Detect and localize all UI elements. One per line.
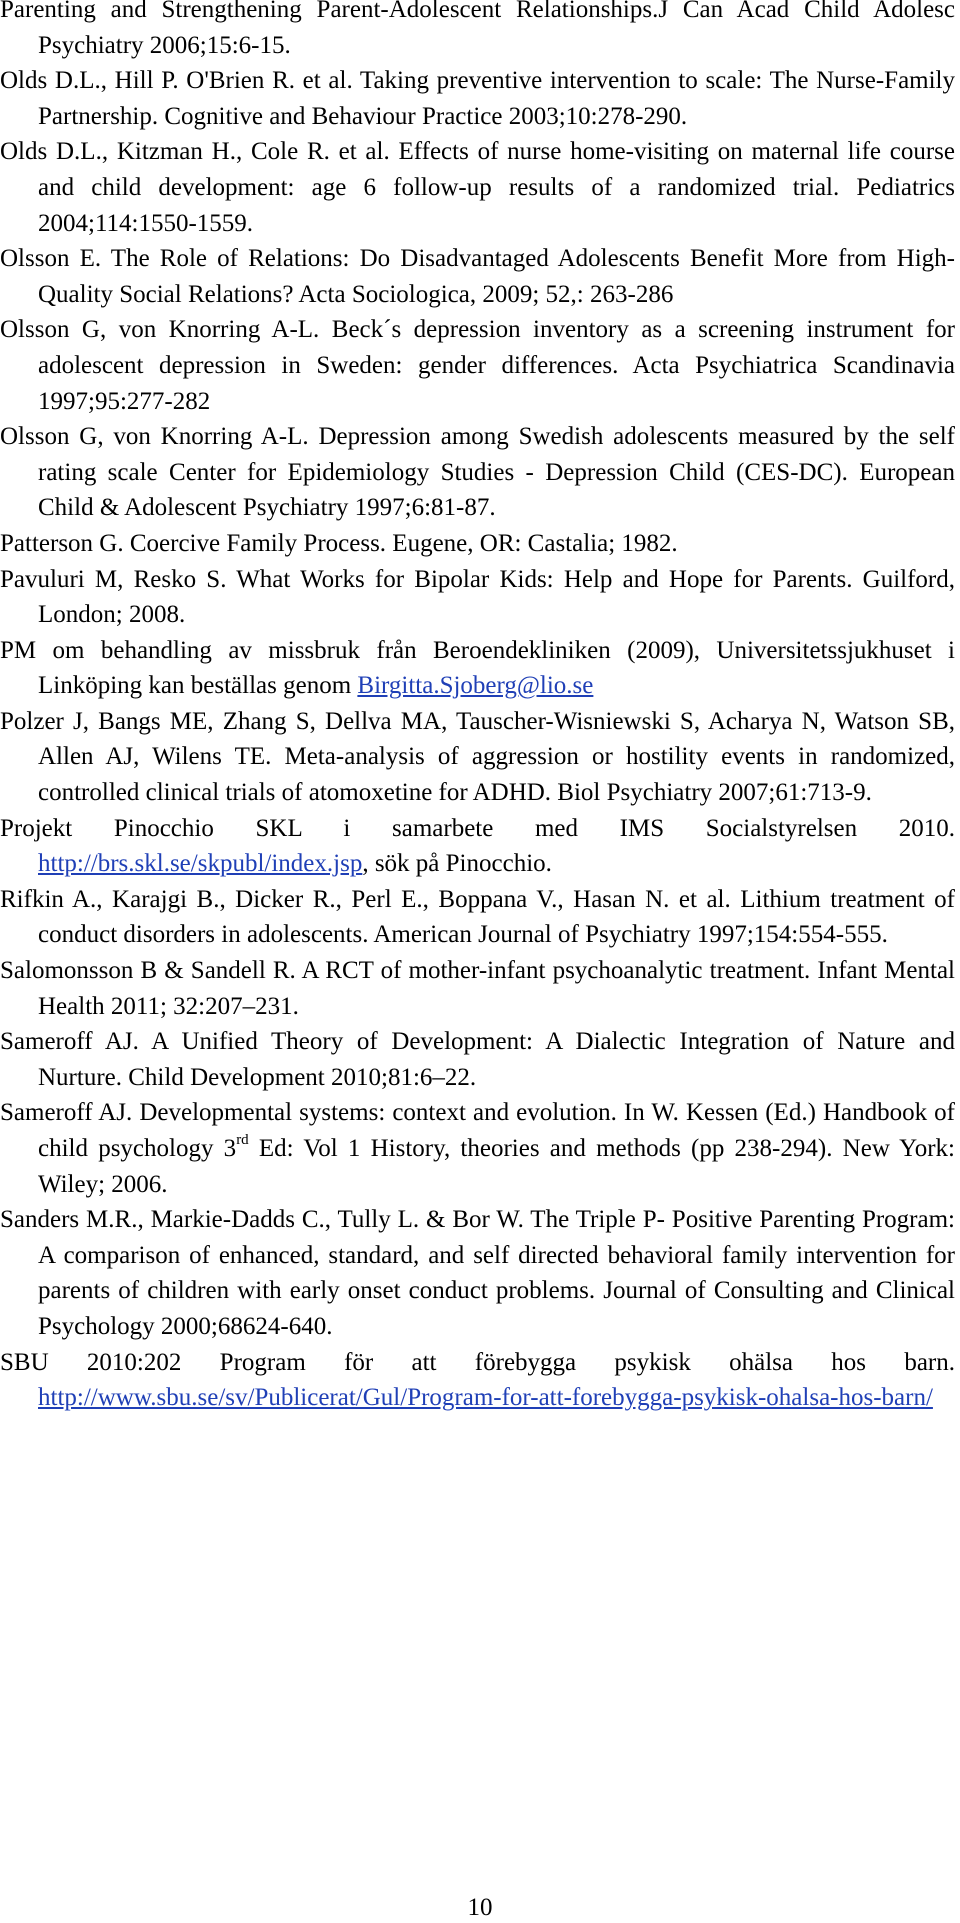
url-link[interactable]: http://brs.skl.se/skpubl/index.jsp — [38, 850, 363, 878]
reference-text: Salomonsson B & Sandell R. A RCT of mother-infant psychoanalytic treatment. Infant Mental Health 2011; 32:207–231. — [0, 957, 955, 1020]
reference-text: Pavuluri M, Resko S. What Works for Bipolar Kids: Help and Hope for Parents. Guilford, London; 2008. — [0, 565, 955, 629]
reference-text: Sameroff AJ. Developmental systems: context and evolution. In W. Kessen (Ed.) Handbook of child psychology 3 — [0, 1099, 955, 1162]
reference-entry — [0, 526, 955, 562]
reference-text: Polzer J, Bangs ME, Zhang S, Dellva MA, Tauscher-Wisniewski S, Acharya N, Watson SB, Allen AJ, Wilens TE. Meta-analysis of aggression or hostility events in randomized, controlled clinical trials of atomoxetine for ADHD. Biol Psychiatry 2007;61:713-9. — [0, 707, 955, 807]
reference-entry — [0, 1024, 955, 1095]
reference-entry — [0, 1095, 955, 1202]
reference-entry — [0, 811, 955, 882]
reference-text: Olsson G, von Knorring A-L. Beck´s depression inventory as a screening instrument for adolescent depression in Sweden: gender differences. Acta Psychiatrica Scandinavia 1997;95:277-282 — [0, 316, 955, 415]
page-number: 10 — [467, 1894, 493, 1921]
reference-entry — [0, 882, 955, 953]
reference-text: Parenting and Strengthening Parent-Adolescent Relationships.J Can Acad Child Adolesc Psychiatry 2006;15:6-15. — [0, 0, 955, 59]
reference-entry — [0, 419, 955, 526]
url-link[interactable]: http://www.sbu.se/sv/Publicerat/Gul/Program-for-att-forebygga-psykisk-ohalsa-hos-barn/ — [38, 1384, 933, 1412]
reference-text: Sameroff AJ. A Unified Theory of Development: A Dialectic Integration of Nature and Nurture. Child Development 2010;81:6–22. — [0, 1028, 955, 1091]
reference-entry — [0, 1345, 955, 1416]
reference-entry — [0, 0, 955, 63]
email-link[interactable]: Birgitta.Sjoberg@lio.se — [357, 672, 594, 700]
reference-entry — [0, 704, 955, 811]
reference-entry — [0, 953, 955, 1024]
reference-text: Olds D.L., Kitzman H., Cole R. et al. Effects of nurse home-visiting on maternal life course and child development: age 6 follow-up results of a randomized trial. Pediatrics 2004;114:1550-1559. — [0, 138, 955, 237]
reference-text: PM om behandling av missbruk från Beroendekliniken (2009), Universitetssjukhuset i Linköping kan beställas genom — [0, 636, 955, 700]
reference-entry — [0, 1202, 955, 1344]
reference-entry — [0, 633, 955, 704]
reference-text: Rifkin A., Karajgi B., Dicker R., Perl E., Boppana V., Hasan N. et al. Lithium treatment of conduct disorders in adolescents. American Journal of Psychiatry 1997;154:554-555. — [0, 885, 955, 949]
reference-text-after: , sök på Pinocchio. — [362, 850, 552, 878]
reference-text: Sanders M.R., Markie-Dadds C., Tully L. & Bor W. The Triple P- Positive Parenting Program: A comparison of enhanced, standard, and self directed behavioral family intervention for parents of children with early onset conduct problems. Journal of Consulting and Clinical Psychology 2000;68624-640. — [0, 1206, 955, 1340]
reference-entry — [0, 134, 955, 241]
reference-text: SBU 2010:202 Program för att förebygga psykisk ohälsa hos barn. — [0, 1348, 955, 1376]
reference-entry — [0, 562, 955, 633]
reference-text-after: Ed: Vol 1 History, theories and methods (pp 238-294). New York: Wiley; 2006. — [38, 1135, 955, 1198]
reference-entry — [0, 241, 955, 312]
reference-text: Projekt Pinocchio SKL i samarbete med IMS Socialstyrelsen 2010. — [0, 814, 955, 842]
reference-text: Olds D.L., Hill P. O'Brien R. et al. Taking preventive intervention to scale: The Nurse-Family Partnership. Cognitive and Behaviour Practice 2003;10:278-290. — [0, 67, 955, 130]
reference-entry — [0, 312, 955, 419]
reference-text: Patterson G. Coercive Family Process. Eugene, OR: Castalia; 1982. — [0, 529, 678, 557]
reference-text: Olsson E. The Role of Relations: Do Disadvantaged Adolescents Benefit More from High-Quality Social Relations? Acta Sociologica, 2009; 52,: 263-286 — [0, 245, 955, 308]
reference-entry — [0, 63, 955, 134]
reference-text: Olsson G, von Knorring A-L. Depression among Swedish adolescents measured by the self rating scale Center for Epidemiology Studies - Depression Child (CES-DC). European Child & Adolescent Psychiatry 1997;6:81-87. — [0, 423, 955, 522]
superscript: rd — [236, 1132, 249, 1148]
